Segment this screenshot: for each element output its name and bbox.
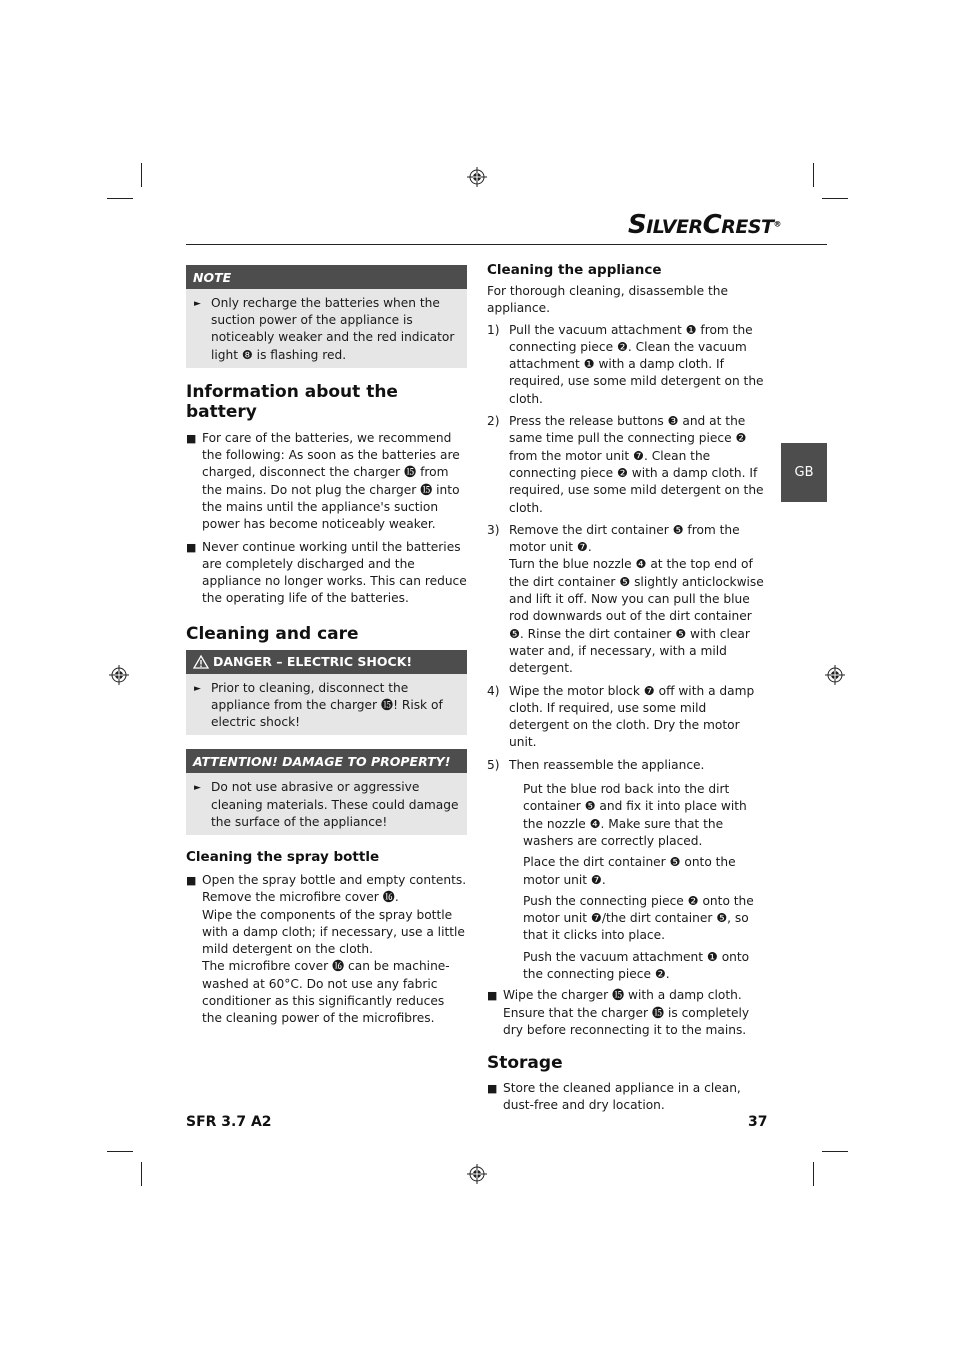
crop-mark: [822, 198, 848, 199]
list-item: ■ Open the spray bottle and empty contents. Remove the microfibre cover ⓰. Wipe the components of the spray bottle with a damp cloth; if necessary, use a little mild detergent on the cloth. The microfibre cover ⓰ can be machine-washed at 60°C. Do not use any fabric conditioner as this significantly reduces the cleaning power of the microfibres.: [186, 872, 467, 1028]
right-column: [487, 262, 769, 1120]
list-item: ■ Store the cleaned appliance in a clean, dust-free and dry location.: [487, 1080, 769, 1115]
crop-mark: [813, 163, 814, 187]
language-tab: GB: [781, 443, 827, 502]
step-item: 2) Press the release buttons ❸ and at the same time pull the connecting piece ❷ from the motor unit ❼. Clean the connecting piece ❷ with a damp cloth. If required, use some mild detergent on the cloth.: [487, 414, 764, 515]
step-item: 5) Then reassemble the appliance.: [487, 757, 705, 772]
left-column: [186, 265, 467, 1033]
crop-mark: [107, 1151, 133, 1152]
crop-mark: [141, 163, 142, 187]
danger-title: DANGER – ELECTRIC SHOCK!: [186, 650, 467, 674]
page-number: 37: [748, 1114, 768, 1130]
crop-mark: [141, 1162, 142, 1186]
registration-mark-icon: [825, 665, 845, 685]
crop-mark: [107, 198, 133, 199]
danger-item: ► Prior to cleaning, disconnect the appliance from the charger ⓯! Risk of electric shock!: [194, 680, 459, 732]
step-item: 3) Remove the dirt container ❺ from the motor unit ❼. Turn the blue nozzle ❹ at the top end of the dirt container ❺ slightly anticlockwise and lift it off. Now you can pull the blue rod downwards out of the dirt container ❺. Rinse the dirt container ❺ with clear water and, if necessary, with a mild detergent.: [487, 522, 764, 676]
storage-heading: Storage: [487, 1053, 563, 1074]
note-title: NOTE: [186, 265, 467, 289]
step-item: 4) Wipe the motor block ❼ off with a damp cloth. If required, use some mild detergent on the cloth. Dry the motor unit.: [487, 683, 755, 750]
crop-mark: [822, 1151, 848, 1152]
battery-heading: Information about the battery: [186, 381, 398, 422]
registration-mark-icon: [109, 665, 129, 685]
attention-item: ► Do not use abrasive or aggressive cleaning materials. These could damage the surface of the appliance!: [194, 779, 459, 831]
reassembly-step: Put the blue rod back into the dirt container ❺ and fix it into place with the nozzle ❹. Make sure that the washers are correctly placed.: [523, 782, 747, 848]
square-bullet-icon: ■: [186, 431, 197, 445]
registration-mark-icon: [467, 1164, 487, 1184]
crop-mark: [813, 1162, 814, 1186]
reassembly-step: Push the vacuum attachment ❶ onto the connecting piece ❷.: [523, 949, 750, 981]
attention-box: [186, 749, 467, 835]
brand-logo: SILVERCREST®: [628, 210, 781, 240]
note-item: ► Only recharge the batteries when the suction power of the appliance is noticeably weaker and the red indicator light ❽ is flashing red.: [194, 295, 459, 364]
reassembly-step: Push the connecting piece ❷ onto the motor unit ❼/the dirt container ❺, so that it clicks into place.: [523, 893, 754, 943]
arrow-bullet-icon: ►: [194, 783, 201, 794]
danger-box: [186, 650, 467, 736]
arrow-bullet-icon: ►: [194, 299, 201, 309]
step-item: 1) Pull the vacuum attachment ❶ from the connecting piece ❷. Clean the vacuum attachment ❶ with a damp cloth. If required, use some mild detergent on the cloth.: [487, 322, 764, 406]
square-bullet-icon: ■: [186, 540, 197, 554]
intro-text: For thorough cleaning, disassemble the appliance.: [487, 284, 729, 316]
cleaning-appliance-heading: Cleaning the appliance: [487, 262, 662, 278]
reassembly-step: Place the dirt container ❺ onto the motor unit ❼.: [523, 855, 736, 887]
square-bullet-icon: ■: [487, 1082, 498, 1096]
model-number: SFR 3.7 A2: [186, 1114, 272, 1130]
note-box: [186, 265, 467, 368]
list-item: ■ For care of the batteries, we recommend the following: As soon as the batteries are charged, disconnect the charger ⓯ from the mains. Do not plug the charger ⓯ into the mains until the appliance's suction power has become noticeably weaker.: [186, 430, 467, 534]
header-divider: [186, 244, 827, 245]
cleaning-care-heading: Cleaning and care: [186, 623, 359, 644]
arrow-bullet-icon: ►: [194, 683, 201, 694]
attention-title: ATTENTION! DAMAGE TO PROPERTY!: [186, 749, 467, 773]
square-bullet-icon: ■: [186, 874, 197, 887]
square-bullet-icon: ■: [487, 989, 498, 1003]
list-item: ■ Wipe the charger ⓯ with a damp cloth. Ensure that the charger ⓯ is completely dry before reconnecting it to the mains.: [487, 987, 769, 1039]
list-item: ■ Never continue working until the batteries are completely discharged and the appliance no longer works. This can reduce the operating life of the batteries.: [186, 539, 467, 608]
spray-bottle-heading: Cleaning the spray bottle: [186, 849, 380, 865]
registration-mark-icon: [467, 167, 487, 187]
warning-triangle-icon: [193, 655, 209, 669]
